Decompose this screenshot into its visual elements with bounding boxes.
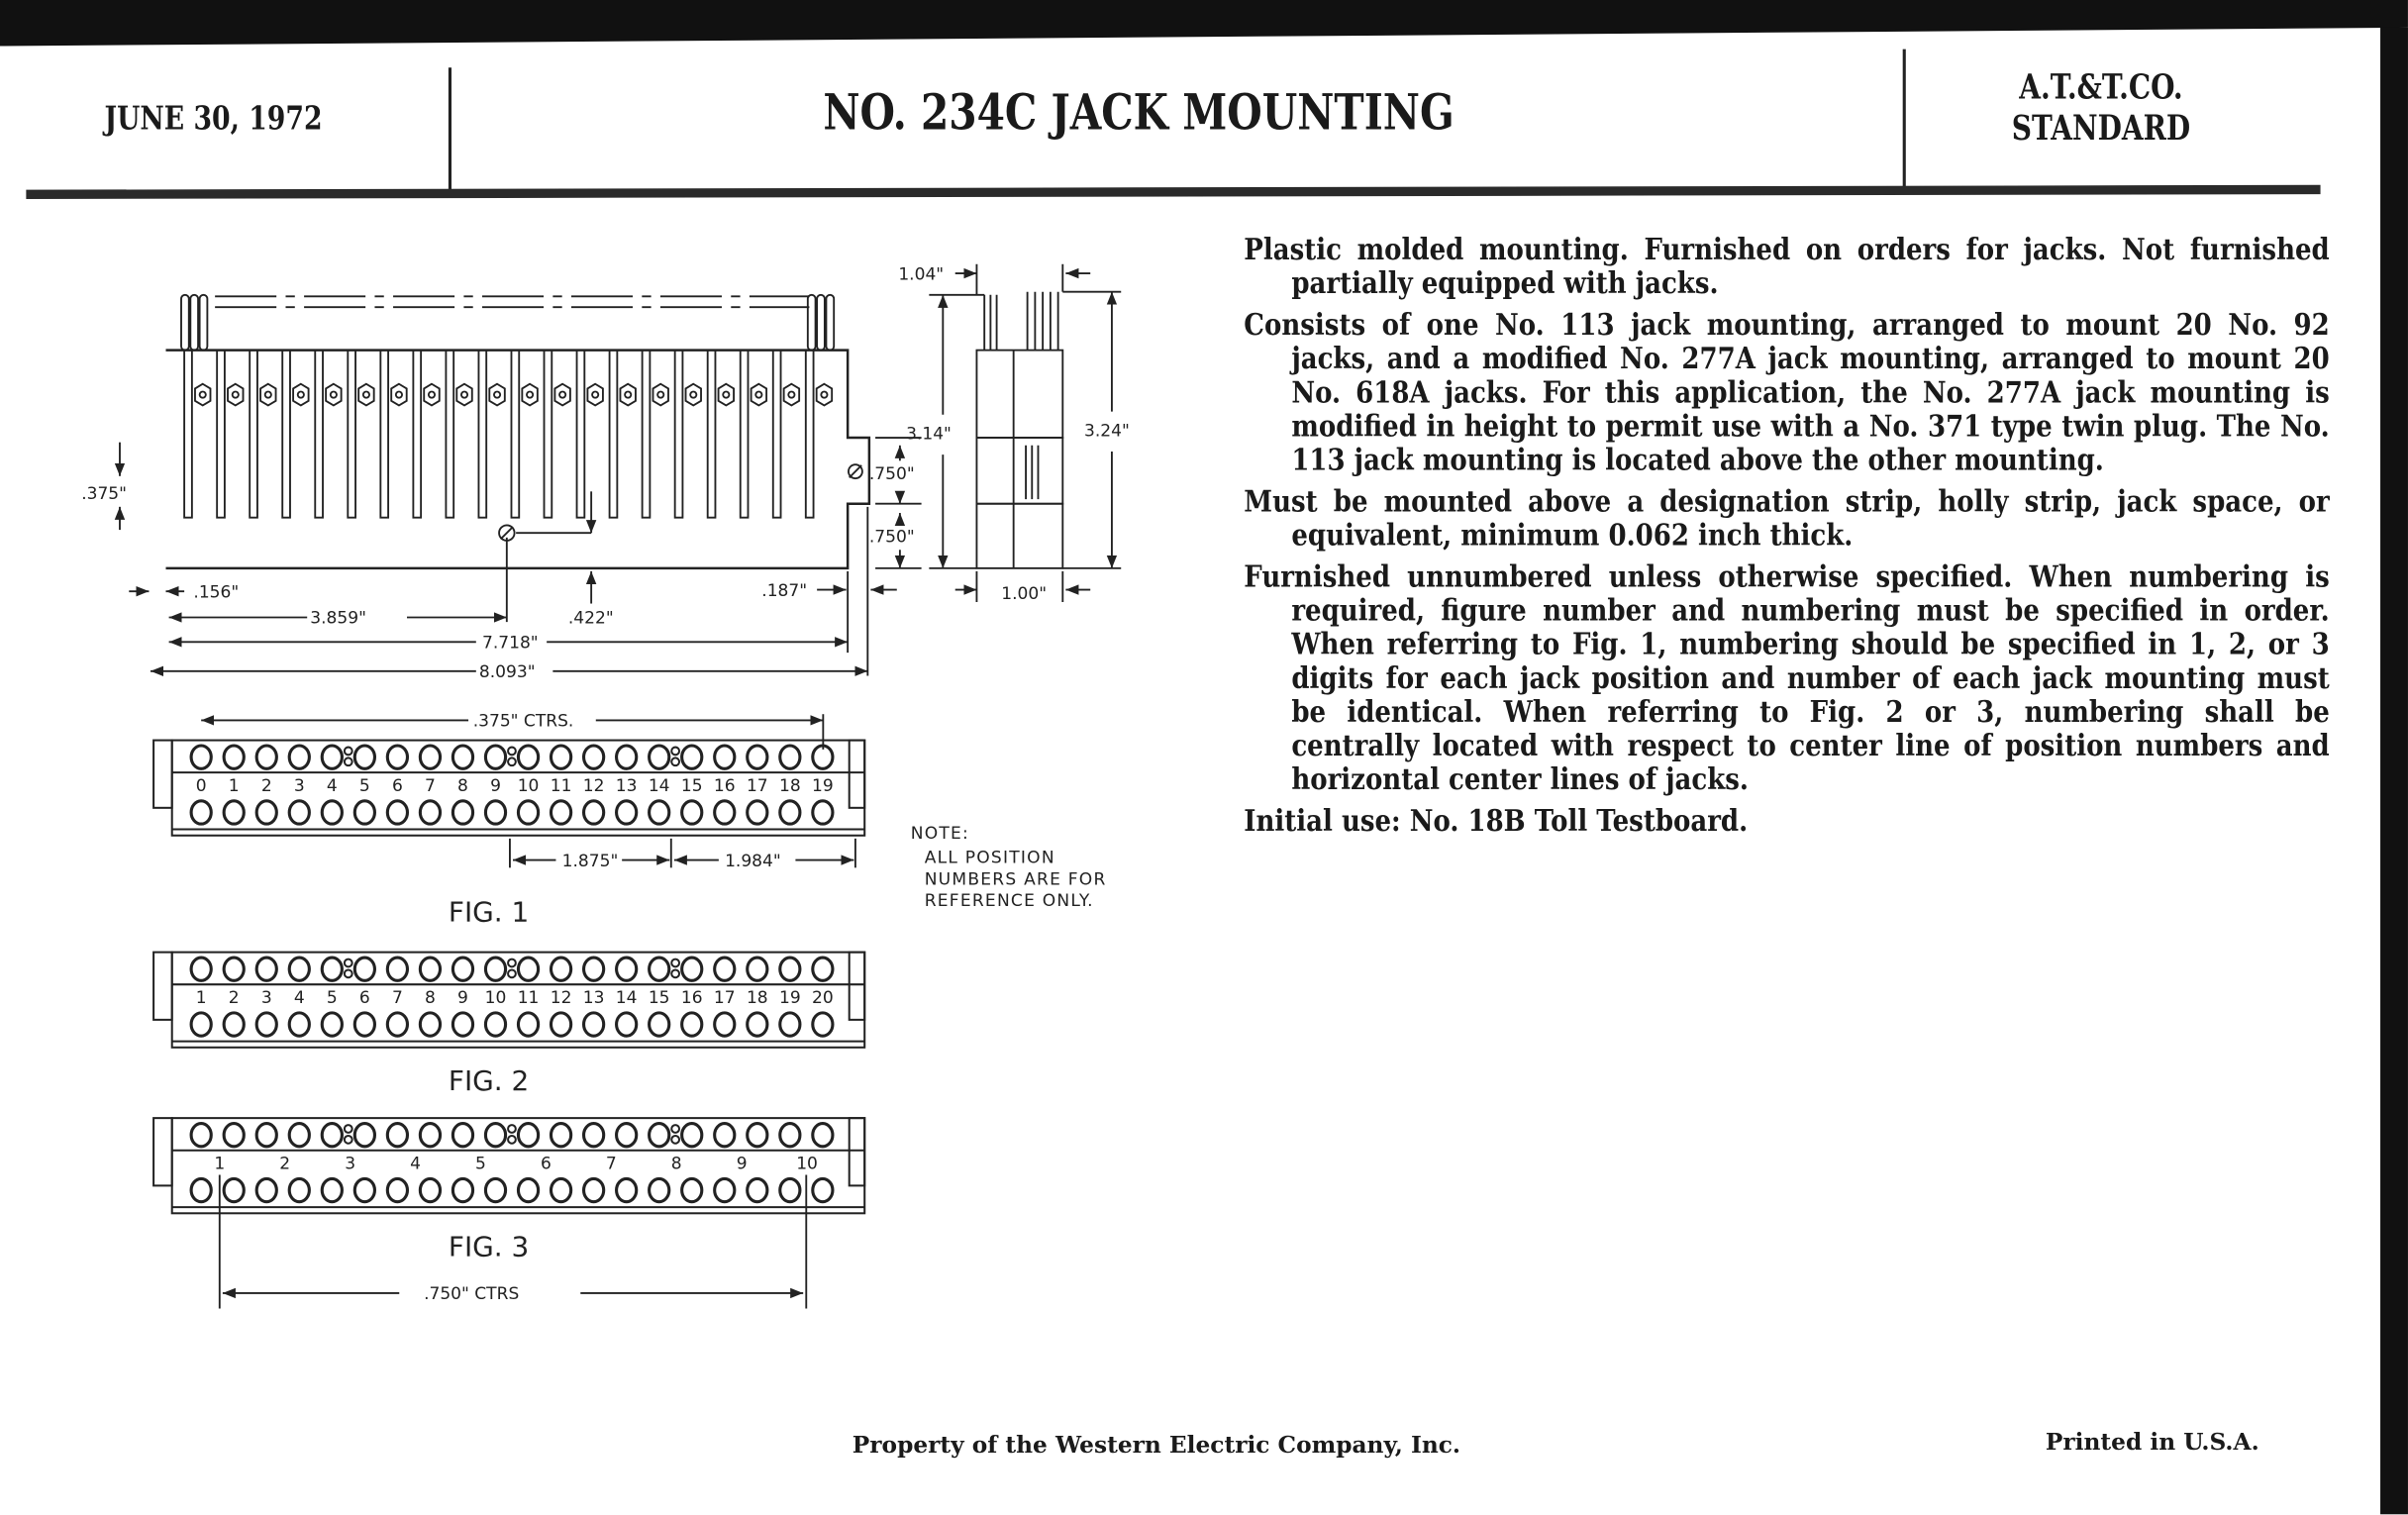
jack-hole-upper [224, 958, 244, 980]
jack-hole-lower [715, 801, 735, 824]
front-elevation [120, 295, 922, 676]
jack-hole-lower [191, 1178, 211, 1201]
jack-hole-lower [617, 801, 637, 824]
jack-strip [153, 1118, 864, 1213]
ear-pin [190, 295, 198, 351]
nut-icon [489, 384, 505, 406]
paragraph: Initial use: No. 18B Toll Testboard. [1244, 803, 1749, 839]
jack-hole-lower [682, 1013, 702, 1036]
jack-hole-lower [322, 801, 342, 824]
jack-hole-lower [485, 1178, 505, 1201]
paragraph: Must be mounted above a designation strip, holly strip, jack space, or equivalent, minimum 0.062 inch thick. [1244, 483, 2330, 554]
position-number: 2 [228, 987, 240, 1008]
jack-slot [675, 351, 683, 518]
screw-hole [345, 960, 352, 967]
position-number: 6 [391, 775, 403, 796]
nut-icon [752, 384, 767, 406]
dim-1-875: 1.875" [561, 851, 619, 871]
jack-hole-upper [551, 1124, 570, 1147]
jack-hole-lower [748, 801, 767, 824]
jack-hole-lower [551, 1013, 570, 1036]
jack-slots [184, 351, 832, 518]
jack-hole-lower [354, 1178, 374, 1201]
jack-hole-upper [518, 746, 538, 768]
jack-hole-lower [715, 1013, 735, 1036]
jack-hole-lower [387, 801, 407, 824]
jack-hole-upper [289, 1124, 309, 1147]
position-number: 15 [680, 775, 703, 796]
ear-pin [808, 295, 816, 351]
jack-hole-upper [420, 1124, 440, 1147]
position-number: 14 [615, 987, 638, 1008]
jack-hole-upper [420, 958, 440, 980]
jack-hole-upper [715, 1124, 735, 1147]
jack-hole-lower [780, 1013, 800, 1036]
position-number: 10 [796, 1154, 818, 1174]
jack-hole-upper [551, 746, 570, 768]
nut-icon [522, 384, 538, 406]
position-number: 9 [457, 987, 468, 1008]
position-number: 6 [358, 987, 370, 1008]
jack-hole-upper [748, 958, 767, 980]
screw-hole [345, 1125, 352, 1133]
position-number: 18 [746, 987, 768, 1008]
nut-icon [784, 384, 800, 406]
position-number: 12 [582, 775, 605, 796]
position-number: 5 [475, 1154, 486, 1174]
position-number: 19 [812, 775, 834, 796]
jack-hole-lower [485, 1013, 505, 1036]
jack-hole-upper [289, 958, 309, 980]
position-number: 18 [778, 775, 801, 796]
jack-hole-upper [518, 958, 538, 980]
screw-hole [671, 1136, 679, 1144]
jack-slot [446, 351, 453, 518]
screw-hole [508, 960, 516, 967]
standard-line-1: A.T.&T.CO. [2019, 67, 2183, 108]
jack-hole-upper [191, 1124, 211, 1147]
dim-156: .156" [193, 582, 240, 603]
jack-hole-lower [452, 801, 472, 824]
jack-hole-lower [813, 801, 833, 824]
position-number: 16 [680, 987, 703, 1008]
dim-750-ctrs: .750" CTRS [424, 1284, 520, 1305]
position-number: 4 [410, 1154, 421, 1174]
nut-icon [424, 384, 440, 406]
position-number: 8 [425, 987, 436, 1008]
ear-pin [817, 295, 825, 351]
jack-slot [708, 351, 716, 518]
jack-hole-upper [748, 746, 767, 768]
position-number: 13 [615, 775, 638, 796]
jack-slot [217, 351, 225, 518]
lower-block [976, 504, 1062, 568]
screw-hole [345, 1136, 352, 1144]
position-number: 5 [358, 775, 370, 796]
screw-hole [345, 748, 352, 756]
jack-slot [478, 351, 486, 518]
position-number: 3 [260, 987, 272, 1008]
nut-icon [456, 384, 472, 406]
screw-hole [345, 969, 352, 977]
screw-hole [508, 1136, 516, 1144]
position-number: 3 [293, 775, 305, 796]
jack-hole-upper [256, 958, 276, 980]
position-number: 8 [457, 775, 468, 796]
jack-hole-lower [682, 801, 702, 824]
middle-block [976, 438, 1062, 504]
screw-hole [671, 1125, 679, 1133]
jack-hole-lower [387, 1013, 407, 1036]
nut-icon [260, 384, 276, 406]
jack-hole-lower [650, 1178, 669, 1201]
jack-hole-lower [452, 1013, 472, 1036]
jack-slot [643, 351, 651, 518]
jack-hole-upper [322, 746, 342, 768]
nut-icon [652, 384, 668, 406]
position-number: 13 [582, 987, 605, 1008]
position-number: 20 [812, 987, 834, 1008]
jack-hole-upper [191, 746, 211, 768]
position-number: 7 [605, 1154, 617, 1174]
position-number: 2 [260, 775, 272, 796]
jack-hole-lower [256, 801, 276, 824]
jack-hole-upper [650, 746, 669, 768]
jack-slot [741, 351, 749, 518]
jack-hole-lower [780, 1178, 800, 1201]
nut-icon [195, 384, 211, 406]
jack-hole-upper [813, 1124, 833, 1147]
jack-hole-lower [191, 1013, 211, 1036]
nut-icon [391, 384, 407, 406]
jack-hole-lower [289, 1178, 309, 1201]
note-line: REFERENCE ONLY. [924, 891, 1094, 912]
ear-pin [200, 295, 208, 351]
jack-hole-lower [650, 1013, 669, 1036]
jack-hole-lower [224, 1178, 244, 1201]
jack-hole-upper [452, 958, 472, 980]
jack-hole-lower [420, 801, 440, 824]
jack-hole-lower [518, 1013, 538, 1036]
dim-375-ctrs: .375" CTRS. [472, 711, 574, 732]
jack-hole-upper [715, 746, 735, 768]
jack-hole-lower [256, 1178, 276, 1201]
position-number: 1 [214, 1154, 226, 1174]
figure-3 [153, 1118, 864, 1308]
nut-icon [719, 384, 735, 406]
jack-hole-upper [584, 746, 604, 768]
jack-hole-lower [682, 1178, 702, 1201]
jack-hole-upper [584, 1124, 604, 1147]
jack-slot [413, 351, 421, 518]
jack-hole-lower [452, 1178, 472, 1201]
jack-hole-lower [551, 1178, 570, 1201]
position-number: 15 [648, 987, 670, 1008]
jack-slot [282, 351, 290, 518]
jack-slot [773, 351, 781, 518]
jack-hole-upper [224, 746, 244, 768]
dim-750-upper: .750" [868, 463, 915, 484]
jack-hole-upper [650, 958, 669, 980]
jack-hole-upper [682, 958, 702, 980]
position-number: 10 [517, 775, 540, 796]
position-number: 16 [713, 775, 736, 796]
position-number: 12 [550, 987, 572, 1008]
position-number: 3 [345, 1154, 356, 1174]
position-number: 7 [391, 987, 403, 1008]
nut-icon [228, 384, 244, 406]
jack-hole-lower [617, 1013, 637, 1036]
jack-hole-lower [191, 801, 211, 824]
jack-hole-upper [322, 1124, 342, 1147]
jack-hole-lower [617, 1178, 637, 1201]
ear-pins [181, 295, 834, 351]
upper-block [976, 351, 1062, 438]
jack-slot [184, 351, 192, 518]
nut-icon [293, 384, 309, 406]
jack-hole-upper [617, 746, 637, 768]
dim-1-00: 1.00" [1001, 583, 1048, 604]
position-number: 5 [326, 987, 338, 1008]
position-number: 7 [425, 775, 436, 796]
position-number: 9 [490, 775, 501, 796]
jack-hole-upper [780, 746, 800, 768]
jack-hole-lower [748, 1013, 767, 1036]
jack-hole-upper [485, 958, 505, 980]
jack-hole-lower [420, 1013, 440, 1036]
screw-hole [508, 1125, 516, 1133]
screw-hole [508, 758, 516, 765]
nut-icon [358, 384, 374, 406]
jack-hole-upper [617, 958, 637, 980]
position-number: 4 [326, 775, 338, 796]
nut-icon [620, 384, 636, 406]
figure-1 [153, 712, 864, 929]
nut-icon [686, 384, 702, 406]
jack-hole-upper [256, 746, 276, 768]
jack-hole-lower [256, 1013, 276, 1036]
fig-3-label: FIG. 3 [448, 1230, 530, 1263]
jack-hole-lower [715, 1178, 735, 1201]
jack-slot [348, 351, 355, 518]
jack-hole-lower [650, 801, 669, 824]
page-title: NO. 234C JACK MOUNTING [823, 82, 1455, 142]
footer-property: Property of the Western Electric Company, Inc. [852, 1431, 1461, 1460]
jack-hole-lower [518, 801, 538, 824]
figure-2 [153, 953, 864, 1098]
jack-hole-lower [354, 801, 374, 824]
jack-hole-upper [387, 1124, 407, 1147]
standard-line-2: STANDARD [2011, 109, 2191, 150]
jack-hole-upper [650, 1124, 669, 1147]
jack-hole-lower [289, 1013, 309, 1036]
jack-hole-lower [387, 1178, 407, 1201]
position-number: 19 [778, 987, 801, 1008]
ear-pin [826, 295, 834, 351]
position-number: 17 [713, 987, 736, 1008]
screw-hole [671, 969, 679, 977]
position-number: 6 [540, 1154, 552, 1174]
jack-slot [380, 351, 388, 518]
jack-slot [511, 351, 519, 518]
note-line: NUMBERS ARE FOR [924, 869, 1107, 890]
jack-hole-upper [715, 958, 735, 980]
nut-icon [326, 384, 342, 406]
screw-hole [345, 758, 352, 765]
dim-422: .422" [567, 608, 614, 629]
jack-hole-lower [813, 1013, 833, 1036]
jack-hole-lower [289, 801, 309, 824]
jack-hole-lower [813, 1178, 833, 1201]
ear-pin [181, 295, 189, 351]
jack-hole-lower [420, 1178, 440, 1201]
screw-hole [671, 748, 679, 756]
jack-hole-lower [224, 801, 244, 824]
jack-hole-upper [387, 958, 407, 980]
jack-hole-upper [354, 1124, 374, 1147]
jack-hole-upper [256, 1124, 276, 1147]
jack-hole-lower [322, 1178, 342, 1201]
position-number: 11 [517, 987, 540, 1008]
jack-slot [610, 351, 618, 518]
jack-hole-lower [551, 801, 570, 824]
jack-hole-upper [420, 746, 440, 768]
dim-1-984: 1.984" [725, 851, 781, 871]
position-number: 1 [228, 775, 240, 796]
position-number: 17 [746, 775, 768, 796]
fig-2-label: FIG. 2 [448, 1064, 530, 1098]
jack-hole-upper [224, 1124, 244, 1147]
jack-slot [577, 351, 585, 518]
jack-hole-upper [780, 1124, 800, 1147]
note-line: ALL POSITION [924, 848, 1055, 868]
paragraph: Plastic molded mounting. Furnished on orders for jacks. Not furnished partially equipped with jacks. [1244, 232, 2330, 301]
jack-hole-lower [584, 1013, 604, 1036]
fig-1-label: FIG. 1 [448, 895, 530, 929]
jack-hole-upper [191, 958, 211, 980]
jack-hole-upper [748, 1124, 767, 1147]
jack-hole-lower [780, 801, 800, 824]
jack-hole-upper [485, 746, 505, 768]
dimension-labels [81, 264, 1130, 682]
jack-slot [806, 351, 814, 518]
screw-hole [671, 960, 679, 967]
jack-hole-upper [322, 958, 342, 980]
jack-slot [315, 351, 323, 518]
footer-printed: Printed in U.S.A. [2045, 1428, 2259, 1457]
jack-slot [545, 351, 552, 518]
nut-icon [817, 384, 833, 406]
position-number: 2 [279, 1154, 291, 1174]
dim-187: .187" [761, 580, 808, 601]
jack-hole-lower [748, 1178, 767, 1201]
jack-hole-upper [452, 1124, 472, 1147]
jack-hole-upper [485, 1124, 505, 1147]
jack-hole-lower [354, 1013, 374, 1036]
issue-date: JUNE 30, 1972 [104, 98, 323, 138]
position-number: 10 [484, 987, 507, 1008]
jack-hole-upper [551, 958, 570, 980]
screw-hole [508, 748, 516, 756]
jack-hole-upper [518, 1124, 538, 1147]
jack-hole-lower [518, 1178, 538, 1201]
jack-hole-upper [813, 958, 833, 980]
position-number: 9 [736, 1154, 748, 1174]
paragraph: Consists of one No. 113 jack mounting, arranged to mount 20 No. 92 jacks, and a modified No. 277A jack mounting, arranged to mount 20 No. 618A jacks. For this application, the No. 277A jack mounting is modified in height to permit use with a No. 371 type twin plug. The No. 113 jack mounting is located above the other mounting. [1244, 307, 2330, 478]
dim-8-093: 8.093" [478, 661, 536, 682]
jack-hole-upper [617, 1124, 637, 1147]
jack-hole-lower [584, 801, 604, 824]
position-number: 8 [670, 1154, 682, 1174]
jack-hole-upper [682, 746, 702, 768]
dim-3-859: 3.859" [310, 608, 366, 629]
jack-hole-upper [452, 746, 472, 768]
jack-hole-lower [322, 1013, 342, 1036]
position-number: 4 [293, 987, 305, 1008]
screw-hole [508, 969, 516, 977]
note-title: NOTE: [910, 823, 970, 844]
dim-375: .375" [81, 484, 127, 505]
note [911, 824, 1107, 911]
nut-icon [587, 384, 603, 406]
screw-hole [671, 758, 679, 765]
dim-3-24: 3.24" [1084, 421, 1130, 442]
jack-hole-upper [682, 1124, 702, 1147]
jack-hole-upper [354, 958, 374, 980]
dim-750-lower: .750" [868, 527, 915, 548]
dim-3-14: 3.14" [906, 424, 952, 445]
position-number: 14 [648, 775, 670, 796]
position-number: 0 [195, 775, 207, 796]
mounting-outline [166, 351, 869, 568]
position-number: 11 [550, 775, 572, 796]
jack-hole-lower [485, 801, 505, 824]
paragraph: Furnished unnumbered unless otherwise specified. When numbering is required, figure number and numbering must be specified in order. When referring to Fig. 1, numbering should be specified in 1, 2, or 3 digits for each jack position and number of each jack mounting must be identical. When referring to Fig. 2 or 3, numbering shall be centrally located with respect to center line of position numbers and horizontal center lines of jacks. [1244, 558, 2330, 797]
jack-hole-upper [584, 958, 604, 980]
jack-hole-lower [584, 1178, 604, 1201]
jack-hole-upper [289, 746, 309, 768]
jack-hole-upper [780, 958, 800, 980]
nut-icon [554, 384, 570, 406]
jack-hole-lower [224, 1013, 244, 1036]
jack-hole-upper [354, 746, 374, 768]
position-number: 1 [195, 987, 207, 1008]
jack-hole-upper [387, 746, 407, 768]
dim-1-04: 1.04" [898, 264, 945, 285]
dim-7-718: 7.718" [482, 633, 539, 654]
jack-slot [250, 351, 257, 518]
